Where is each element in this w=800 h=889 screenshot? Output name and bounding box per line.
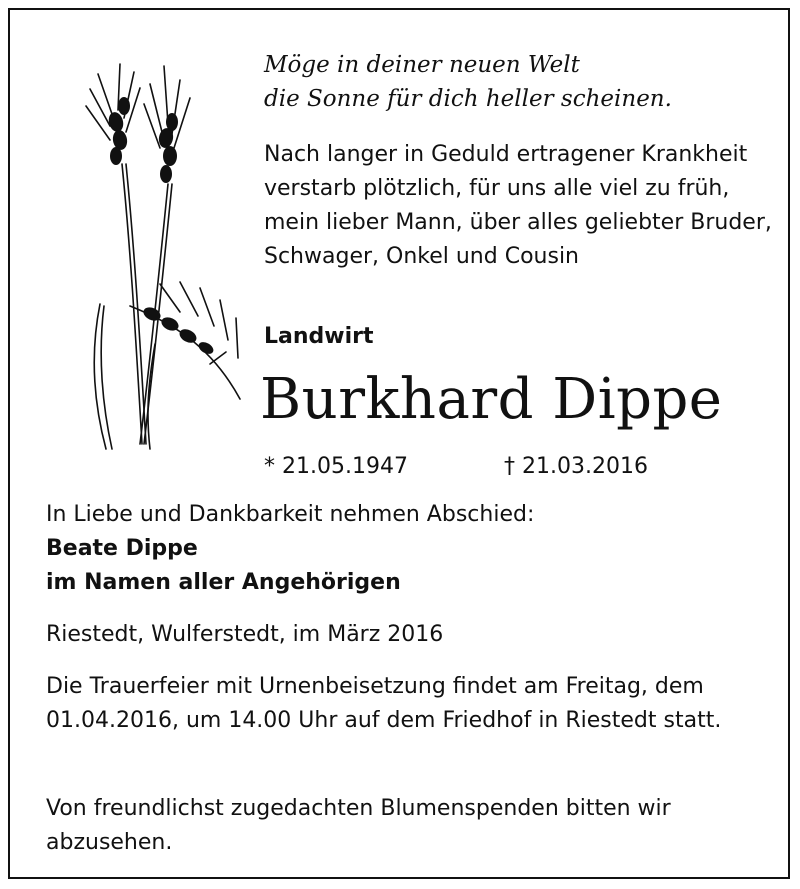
verse-line: die Sonne für dich heller scheinen. <box>264 86 672 112</box>
place-date: Riestedt, Wulferstedt, im März 2016 <box>46 622 444 647</box>
verse-line: Möge in deiner neuen Welt <box>264 52 580 78</box>
obituary-notice <box>8 8 790 879</box>
deceased-name: Burkhard Dippe <box>260 367 723 432</box>
farewell-text: In Liebe und Dankbarkeit nehmen Abschied: <box>46 502 535 527</box>
birth-date: * 21.05.1947 <box>264 454 408 479</box>
signer-name: Beate Dippe <box>46 536 198 561</box>
signer-family: im Namen aller Angehörigen <box>46 570 401 595</box>
verse <box>264 48 784 116</box>
wheat-ears-icon <box>60 44 250 454</box>
flowers-text: Von freundlichst zugedachten Blumenspenden bitten wir abzusehen. <box>46 796 671 855</box>
intro-text: Nach langer in Geduld ertragener Krankheit verstarb plötzlich, für uns alle viel zu früh, mein lieber Mann, über alles geliebter Bruder, Schwager, Onkel und Cousin <box>264 142 772 269</box>
signers <box>46 532 786 600</box>
death-date: † 21.03.2016 <box>504 454 648 479</box>
life-dates <box>264 450 784 484</box>
ceremony-text: Die Trauerfeier mit Urnenbeisetzung findet am Freitag, dem 01.04.2016, um 14.00 Uhr auf dem Friedhof in Riestedt statt. <box>46 674 722 733</box>
profession: Landwirt <box>264 324 374 349</box>
